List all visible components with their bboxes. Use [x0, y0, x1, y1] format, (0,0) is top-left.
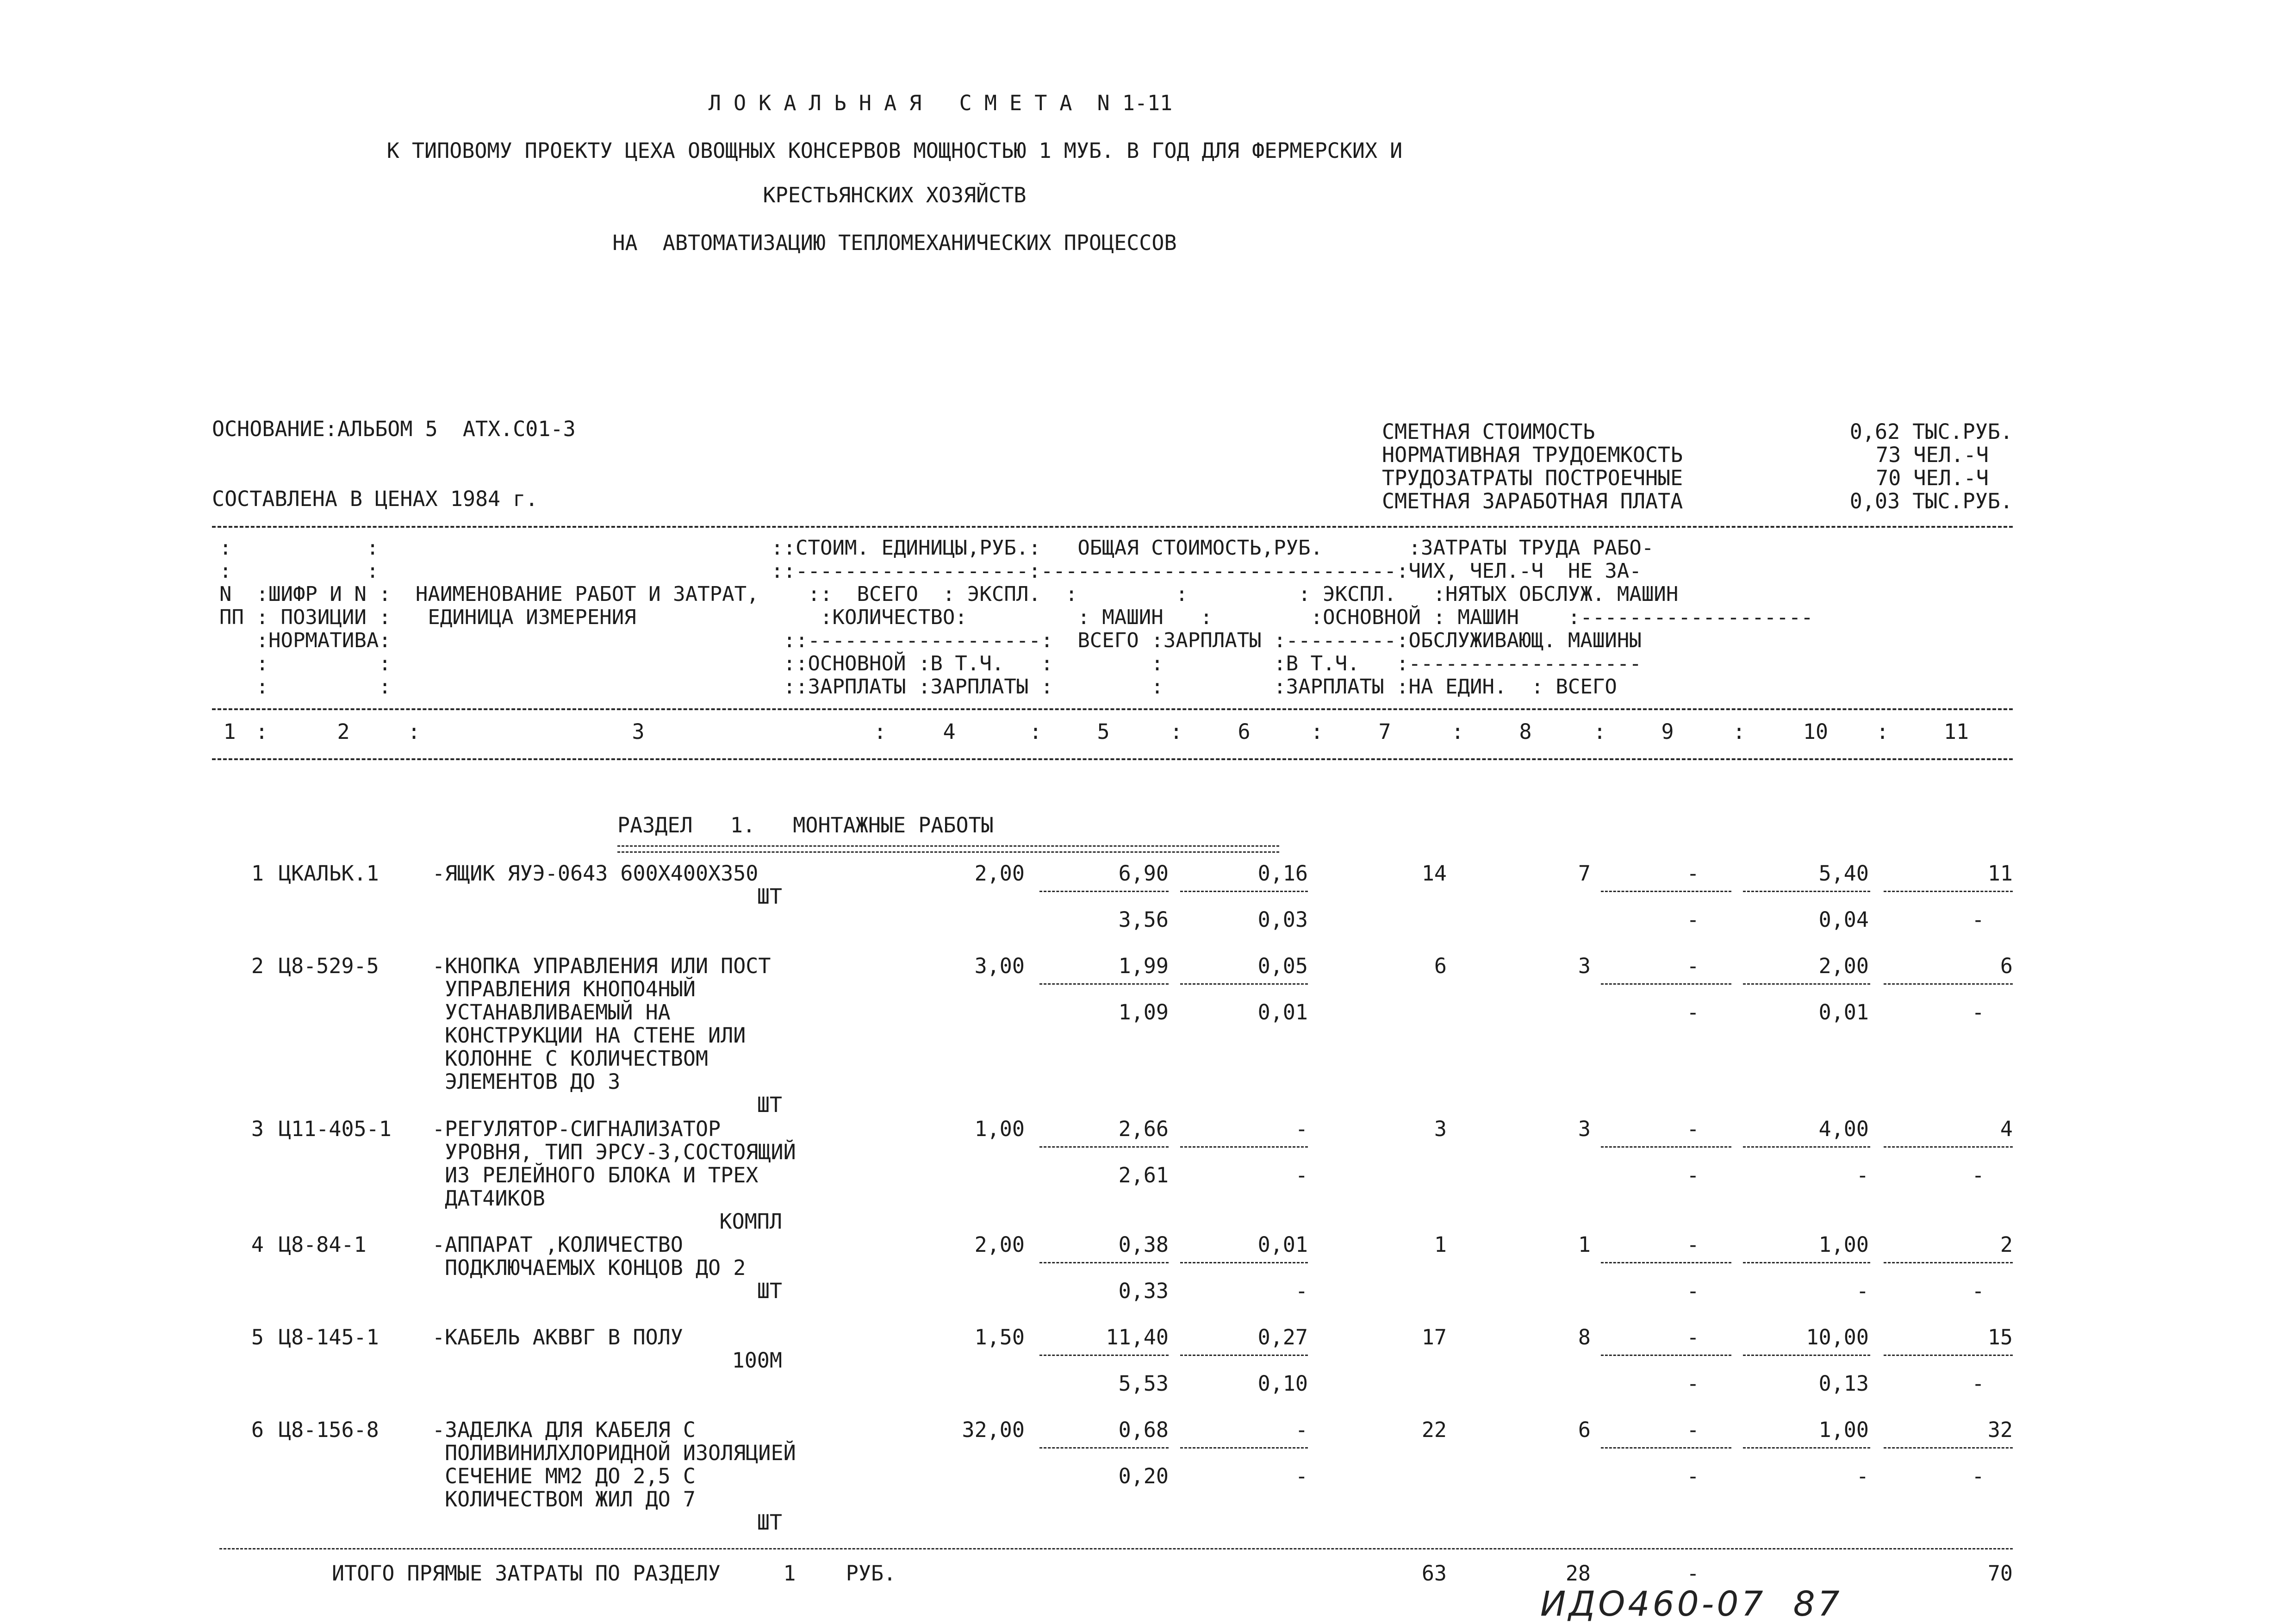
row-total-machines: -: [1686, 1418, 1699, 1442]
row-code: ЦКАЛЬК.1: [279, 861, 379, 886]
row-name-line: ПОЛИВИНИЛХЛОРИДНОЙ ИЗОЛЯЦИЕЙ: [432, 1441, 796, 1465]
row-name-line: КОЛОННЕ С КОЛИЧЕСТВОМ: [432, 1046, 709, 1071]
cell-separator-rule: [1884, 1262, 2013, 1263]
row-quantity: 1,50: [974, 1325, 1025, 1349]
cell-separator-rule: [1180, 1146, 1308, 1148]
cell-separator-rule: [1039, 1355, 1169, 1356]
row-total-cost: 14: [1421, 861, 1447, 886]
summary-value: 0,62 ТЫС.РУБ.: [1849, 419, 2013, 444]
row-unit-machine-salary: 0,01: [1257, 1000, 1308, 1024]
row-labor-total: 4: [2000, 1117, 2013, 1141]
column-separators: :: [408, 719, 421, 744]
basis-prices: СОСТАВЛЕНА В ЦЕНАХ 1984 г.: [212, 487, 538, 511]
row-total-machines: -: [1686, 861, 1699, 886]
cell-separator-rule: [1039, 1262, 1169, 1263]
cell-separator-rule: [1743, 983, 1870, 985]
row-unit-cost-total: 0,38: [1118, 1232, 1169, 1257]
header-bottom-rule: [212, 758, 2013, 760]
row-number: 6: [251, 1418, 264, 1442]
row-name-line: УСТАНАВЛИВАЕМЫЙ НА: [432, 1000, 671, 1024]
row-total-salary: 3: [1578, 954, 1591, 978]
row-total-machines: -: [1686, 1232, 1699, 1257]
row-name-line: -КНОПКА УПРАВЛЕНИЯ ИЛИ ПОСТ: [432, 954, 771, 978]
row-service-per-unit: 0,01: [1818, 1000, 1869, 1024]
cell-separator-rule: [1601, 1355, 1731, 1356]
row-unit-cost-machines: -: [1295, 1117, 1308, 1141]
summary-value: 0,03 ТЫС.РУБ.: [1849, 489, 2013, 513]
row-labor-total: 15: [1987, 1325, 2013, 1349]
row-total-cost: 3: [1434, 1117, 1447, 1141]
column-separators: :: [1733, 719, 1746, 744]
row-number: 1: [251, 861, 264, 886]
row-quantity: 32,00: [962, 1418, 1025, 1442]
cell-separator-rule: [1039, 1447, 1169, 1449]
cell-separator-rule: [1601, 1447, 1731, 1449]
row-total-salary: 8: [1578, 1325, 1591, 1349]
row-service-total: -: [1972, 1371, 1985, 1396]
row-unit-cost-total: 0,68: [1118, 1418, 1169, 1442]
cell-separator-rule: [1601, 983, 1731, 985]
row-service-per-unit: 0,04: [1818, 907, 1869, 932]
section-total-salary: 28: [1565, 1561, 1591, 1586]
column-separators: :: [1876, 719, 1889, 744]
section-total-labor: 70: [1987, 1561, 2013, 1586]
row-machine-salary: -: [1686, 1163, 1699, 1187]
row-total-salary: 6: [1578, 1418, 1591, 1442]
row-unit-machine-salary: 0,10: [1257, 1371, 1308, 1396]
cell-separator-rule: [1180, 891, 1308, 892]
row-total-cost: 17: [1421, 1325, 1447, 1349]
row-name-line: ЭЛЕМЕНТОВ ДО 3: [432, 1069, 621, 1094]
cell-separator-rule: [1743, 1146, 1870, 1148]
row-unit-salary: 2,61: [1118, 1163, 1169, 1187]
summary-label: НОРМАТИВНАЯ ТРУДОЕМКОСТЬ: [1382, 443, 1683, 467]
summary-value: 73 ЧЕЛ.-Ч: [1876, 443, 1989, 467]
row-machine-salary: -: [1686, 1279, 1699, 1303]
row-code: Ц8-529-5: [279, 954, 379, 978]
row-name-line: -РЕГУЛЯТОР-СИГНАЛИЗАТОР: [432, 1117, 721, 1141]
cell-separator-rule: [1601, 1146, 1731, 1148]
column-separators: :: [1311, 719, 1324, 744]
row-total-cost: 22: [1421, 1418, 1447, 1442]
row-service-total: -: [1972, 1279, 1985, 1303]
cell-separator-rule: [1884, 1146, 2013, 1148]
column-number: 8: [1519, 719, 1532, 744]
header-line: :НОРМАТИВА: ::-------------------: ВСЕГО :ЗАРПЛАТЫ :---------:ОБСЛУЖИВАЮЩ. МАШИНЫ: [219, 629, 1642, 652]
row-number: 2: [251, 954, 264, 978]
row-unit: ШТ: [757, 1093, 782, 1117]
column-number: 6: [1238, 719, 1251, 744]
header-line: N :ШИФР И N : НАИМЕНОВАНИЕ РАБОТ И ЗАТРАТ, :: ВСЕГО : ЭКСПЛ. : : : ЭКСПЛ. :НЯТЫХ ОБСЛУЖ. МАШИН: [219, 582, 1679, 606]
row-service-per-unit: -: [1856, 1279, 1869, 1303]
cell-separator-rule: [1039, 891, 1169, 892]
row-number: 4: [251, 1232, 264, 1257]
cell-separator-rule: [1884, 891, 2013, 892]
row-service-per-unit: 0,13: [1818, 1371, 1869, 1396]
row-labor-per-unit: 10,00: [1806, 1325, 1869, 1349]
row-name-line: -ЗАДЕЛКА ДЛЯ КАБЕЛЯ С: [432, 1418, 696, 1442]
row-name-line: ИЗ РЕЛЕЙНОГО БЛОКА И ТРЕХ: [432, 1163, 759, 1187]
row-labor-total: 6: [2000, 954, 2013, 978]
section-title: РАЗДЕЛ 1. МОНТАЖНЫЕ РАБОТЫ: [617, 813, 994, 837]
row-unit-salary: 5,53: [1118, 1371, 1169, 1396]
column-number: 5: [1097, 719, 1110, 744]
row-machine-salary: -: [1686, 1464, 1699, 1488]
row-unit-cost-total: 11,40: [1106, 1325, 1169, 1349]
row-code: Ц11-405-1: [279, 1117, 392, 1141]
row-unit-machine-salary: -: [1295, 1279, 1308, 1303]
row-unit-salary: 1,09: [1118, 1000, 1169, 1024]
row-unit: ШТ: [757, 1279, 782, 1303]
row-total-salary: 7: [1578, 861, 1591, 886]
header-mid-rule: [212, 708, 2013, 710]
cell-separator-rule: [1884, 983, 2013, 985]
document-title: Л О К А Л Ь Н А Я С М Е Т А N 1-11: [708, 91, 1173, 115]
row-unit: 100М: [732, 1348, 782, 1373]
column-separators: :: [1170, 719, 1183, 744]
row-name-line: -КАБЕЛЬ АКВВГ В ПОЛУ: [432, 1325, 683, 1349]
row-machine-salary: -: [1686, 1000, 1699, 1024]
row-machine-salary: -: [1686, 907, 1699, 932]
cell-separator-rule: [1039, 983, 1169, 985]
row-unit-cost-machines: -: [1295, 1418, 1308, 1442]
row-name-line: КОНСТРУКЦИИ НА СТЕНЕ ИЛИ: [432, 1023, 746, 1048]
basis-osnovanie: ОСНОВАНИЕ:АЛЬБОМ 5 АТХ.С01-3: [212, 417, 576, 441]
row-name-line: ПОДКЛЮЧАЕМЫХ КОНЦОВ ДО 2: [432, 1255, 746, 1280]
column-separators: :: [1029, 719, 1042, 744]
row-unit-cost-total: 1,99: [1118, 954, 1169, 978]
summary-label: СМЕТНАЯ СТОИМОСТЬ: [1382, 419, 1595, 444]
cell-separator-rule: [1180, 983, 1308, 985]
row-total-salary: 3: [1578, 1117, 1591, 1141]
cell-separator-rule: [1884, 1355, 2013, 1356]
row-total-cost: 6: [1434, 954, 1447, 978]
row-unit: ШТ: [757, 1510, 782, 1535]
row-unit: ШТ: [757, 884, 782, 909]
summary-label: СМЕТНАЯ ЗАРАБОТНАЯ ПЛАТА: [1382, 489, 1683, 513]
handwritten-stamp: ИДО460-07 87: [1540, 1584, 1842, 1624]
cell-separator-rule: [1743, 891, 1870, 892]
row-service-total: -: [1972, 1464, 1985, 1488]
header-line: : : ::ЗАРПЛАТЫ :ЗАРПЛАТЫ : : :ЗАРПЛАТЫ :НА ЕДИН. : ВСЕГО: [219, 675, 1617, 699]
cell-separator-rule: [1180, 1262, 1308, 1263]
document-subtitle-line2: КРЕСТЬЯНСКИХ ХОЗЯЙСТВ: [763, 183, 1027, 207]
row-code: Ц8-145-1: [279, 1325, 379, 1349]
row-unit-cost-machines: 0,27: [1257, 1325, 1308, 1349]
row-labor-per-unit: 5,40: [1818, 861, 1869, 886]
cell-separator-rule: [1884, 1447, 2013, 1449]
row-unit: КОМПЛ: [719, 1209, 782, 1234]
row-total-machines: -: [1686, 1325, 1699, 1349]
column-separators: :: [874, 719, 887, 744]
row-name-line: -ЯЩИК ЯУЭ-0643 600Х400Х350: [432, 861, 759, 886]
column-number: 1: [223, 719, 236, 744]
row-service-total: -: [1972, 1163, 1985, 1187]
header-top-rule: [212, 526, 2013, 528]
document-subtitle-line3: НА АВТОМАТИЗАЦИЮ ТЕПЛОМЕХАНИЧЕСКИХ ПРОЦЕССОВ: [612, 231, 1177, 255]
row-number: 5: [251, 1325, 264, 1349]
row-machine-salary: -: [1686, 1371, 1699, 1396]
row-total-salary: 1: [1578, 1232, 1591, 1257]
column-number: 10: [1803, 719, 1829, 744]
row-code: Ц8-84-1: [279, 1232, 367, 1257]
row-unit-machine-salary: -: [1295, 1464, 1308, 1488]
row-quantity: 1,00: [974, 1117, 1025, 1141]
row-unit-cost-total: 2,66: [1118, 1117, 1169, 1141]
row-name-line: СЕЧЕНИЕ ММ2 ДО 2,5 С: [432, 1464, 696, 1488]
column-number: 4: [943, 719, 956, 744]
row-labor-total: 11: [1987, 861, 2013, 886]
cell-separator-rule: [1180, 1447, 1308, 1449]
row-name-line: УПРАВЛЕНИЯ КНОПО4НЫЙ: [432, 977, 696, 1001]
row-unit-machine-salary: 0,03: [1257, 907, 1308, 932]
column-number: 9: [1661, 719, 1674, 744]
row-labor-per-unit: 1,00: [1818, 1232, 1869, 1257]
row-quantity: 3,00: [974, 954, 1025, 978]
row-unit-salary: 0,33: [1118, 1279, 1169, 1303]
row-name-line: ДАТ4ИКОВ: [432, 1186, 545, 1211]
totals-rule: [219, 1548, 2013, 1549]
cell-separator-rule: [1180, 1355, 1308, 1356]
column-separators: :: [1593, 719, 1606, 744]
header-line: : : ::СТОИМ. ЕДИНИЦЫ,РУБ.: ОБЩАЯ СТОИМОСТЬ,РУБ. :ЗАТРАТЫ ТРУДА РАБО-: [219, 536, 1654, 560]
cell-separator-rule: [1743, 1262, 1870, 1263]
section-total-cost: 63: [1421, 1561, 1447, 1586]
header-line: : : ::ОСНОВНОЙ :В Т.Ч. : : :В Т.Ч. :-------------------: [219, 652, 1642, 675]
row-service-per-unit: -: [1856, 1464, 1869, 1488]
row-labor-per-unit: 4,00: [1818, 1117, 1869, 1141]
column-number: 3: [632, 719, 645, 744]
row-labor-per-unit: 2,00: [1818, 954, 1869, 978]
column-separators: :: [255, 719, 268, 744]
row-total-cost: 1: [1434, 1232, 1447, 1257]
row-service-total: -: [1972, 1000, 1985, 1024]
cell-separator-rule: [1743, 1447, 1870, 1449]
row-total-machines: -: [1686, 1117, 1699, 1141]
document-subtitle-line1: К ТИПОВОМУ ПРОЕКТУ ЦЕХА ОВОЩНЫХ КОНСЕРВОВ МОЩНОСТЬЮ 1 МУБ. В ГОД ДЛЯ ФЕРМЕРСКИХ И: [386, 138, 1403, 163]
row-quantity: 2,00: [974, 1232, 1025, 1257]
section-total-machines: -: [1686, 1561, 1699, 1586]
column-number: 11: [1943, 719, 1969, 744]
row-service-per-unit: -: [1856, 1163, 1869, 1187]
row-total-machines: -: [1686, 954, 1699, 978]
row-name-line: КОЛИЧЕСТВОМ ЖИЛ ДО 7: [432, 1487, 696, 1512]
row-labor-total: 2: [2000, 1232, 2013, 1257]
row-unit-salary: 3,56: [1118, 907, 1169, 932]
row-unit-cost-machines: 0,16: [1257, 861, 1308, 886]
row-quantity: 2,00: [974, 861, 1025, 886]
row-unit-machine-salary: -: [1295, 1163, 1308, 1187]
row-number: 3: [251, 1117, 264, 1141]
row-labor-per-unit: 1,00: [1818, 1418, 1869, 1442]
row-service-total: -: [1972, 907, 1985, 932]
cell-separator-rule: [1743, 1355, 1870, 1356]
row-unit-cost-total: 6,90: [1118, 861, 1169, 886]
section-title-underline: [617, 845, 1279, 853]
row-code: Ц8-156-8: [279, 1418, 379, 1442]
row-name-line: -АППАРАТ ,КОЛИЧЕСТВО: [432, 1232, 683, 1257]
row-labor-total: 32: [1987, 1418, 2013, 1442]
cell-separator-rule: [1039, 1146, 1169, 1148]
cell-separator-rule: [1601, 1262, 1731, 1263]
summary-label: ТРУДОЗАТРАТЫ ПОСТРОЕЧНЫЕ: [1382, 466, 1683, 490]
column-separators: :: [1451, 719, 1464, 744]
section-total-label: ИТОГО ПРЯМЫЕ ЗАТРАТЫ ПО РАЗДЕЛУ 1 РУБ.: [332, 1561, 896, 1586]
header-line: ПП : ПОЗИЦИИ : ЕДИНИЦА ИЗМЕРЕНИЯ :КОЛИЧЕСТВО: : МАШИН : :ОСНОВНОЙ : МАШИН :-------------------: [219, 606, 1813, 629]
row-name-line: УРОВНЯ, ТИП ЭРСУ-3,СОСТОЯЩИЙ: [432, 1140, 796, 1164]
row-unit-cost-machines: 0,05: [1257, 954, 1308, 978]
cell-separator-rule: [1601, 891, 1731, 892]
column-number: 2: [337, 719, 350, 744]
row-unit-cost-machines: 0,01: [1257, 1232, 1308, 1257]
summary-value: 70 ЧЕЛ.-Ч: [1876, 466, 1989, 490]
header-line: : : ::-------------------:-----------------------------:ЧИХ, ЧЕЛ.-Ч НЕ ЗА-: [219, 559, 1642, 583]
row-unit-salary: 0,20: [1118, 1464, 1169, 1488]
column-number: 7: [1378, 719, 1391, 744]
